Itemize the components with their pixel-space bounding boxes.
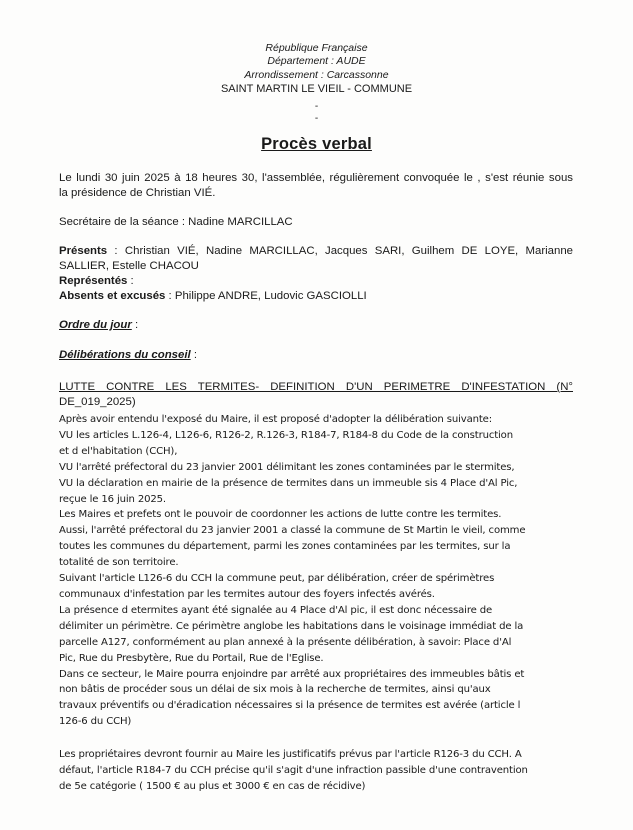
header-departement: Département : AUDE	[267, 55, 366, 67]
deliberation-body-line: Aussi, l'arrêté préfectoral du 23 janvier 2001 a classé la commune de St Martin le vieil, comme	[59, 525, 526, 537]
deliberation-body	[59, 412, 573, 730]
deliberation-title-line-1: LUTTE CONTRE LES TERMITES- DEFINITION D'UN PERIMETRE D'INFESTATION (N°	[59, 381, 573, 393]
deliberation-body-line: VU la déclaration en mairie de la présence de termites dans un immeuble sis 4 Place d'Al Pic,	[59, 477, 518, 489]
deliberations-heading	[59, 348, 573, 363]
deliberation-title	[59, 380, 573, 410]
intro-paragraph	[59, 171, 573, 201]
presents-line-2: SALLIER, Estelle CHACOU	[59, 259, 199, 272]
representes-label: Représentés	[59, 275, 128, 287]
ordre-du-jour-label: Ordre du jour	[59, 319, 132, 331]
deliberation-body-line: 126-6 du CCH)	[59, 716, 132, 728]
deliberation-body-line: délimiter un périmètre. Ce périmètre anglobe les habitations dans le voisinage immédiat de la	[59, 620, 524, 632]
presents-label: Présents	[59, 245, 108, 257]
deliberation-body-2-line: Les propriétaires devront fournir au Maire les justificatifs prévus par l'article R126-3 du CCH. A	[59, 749, 522, 760]
header-commune: SAINT MARTIN LE VIEIL - COMMUNE	[220, 83, 413, 95]
intro-line-1: Le lundi 30 juin 2025 à 18 heures 30, l'assemblée, régulièrement convoquée le , s'est réunie sous	[59, 172, 573, 184]
deliberation-body-line: Dans ce secteur, le Maire pourra enjoindre par arrêté aux propriétaires des immeubles bâtis et	[59, 668, 525, 680]
deliberation-body-line: Suivant l'article L126-6 du CCH la commune peut, par délibération, créer de spérimètres	[59, 573, 495, 585]
deliberation-body-line: toutes les communes du département, parmi les zones contaminées par les termites, sur la	[59, 541, 511, 553]
deliberation-body-line: et d el'habitation (CCH),	[59, 445, 178, 457]
absents-value: : Philippe ANDRE, Ludovic GASCIOLLI	[165, 290, 367, 302]
deliberation-body-line: non bâtis de procéder sous un délai de six mois à la recherche de termites, ainsi qu'aux	[59, 684, 491, 696]
ordre-du-jour	[59, 318, 573, 333]
deliberation-body-line: reçue le 16 juin 2025.	[59, 493, 166, 505]
header-dash-2: -	[314, 113, 319, 124]
deliberation-title-line-2: DE_019_2025)	[59, 395, 136, 408]
deliberation-body-2-line: défaut, l'article R184-7 du CCH précise qu'il s'agit d'une infraction passible d'une contravention	[59, 764, 528, 776]
page-title: Procès verbal	[261, 135, 372, 153]
representes-line	[59, 274, 573, 289]
header-dash-1: -	[314, 101, 319, 112]
deliberation-body-line: La présence d etermites ayant été signalée au 4 Place d'Al pic, il est donc nécessaire de	[59, 604, 493, 616]
header-republique: République Française	[265, 42, 368, 54]
deliberation-body-line: Après avoir entendu l'exposé du Maire, il est proposé d'adopter la délibération suivante:	[59, 414, 492, 425]
header-arrondissement: Arrondissement : Carcassonne	[244, 69, 389, 81]
presents-line-1: : Christian VIÉ, Nadine MARCILLAC, Jacques SARI, Guilhem DE LOYE, Marianne	[107, 245, 573, 257]
ordre-du-jour-suffix: :	[131, 319, 139, 331]
deliberation-body-line: totalité de son territoire.	[59, 557, 179, 569]
absents-line	[59, 289, 573, 304]
deliberation-body-line: VU l'arrêté préfectoral du 23 janvier 2001 délimitant les zones contaminées par le stermites,	[59, 461, 515, 473]
secretaire-line: Secrétaire de la séance : Nadine MARCILLAC	[59, 216, 293, 228]
deliberations-suffix: :	[190, 349, 197, 361]
representes-value: :	[127, 275, 134, 287]
deliberation-body-2	[59, 747, 573, 795]
deliberation-body-line: travaux préventifs ou d'éradication nécessaires si la présence de termites est avérée (article l	[59, 700, 521, 712]
intro-line-2: la présidence de Christian VIÉ.	[59, 186, 216, 199]
deliberation-body-line: communaux d'infestation par les termites autour des foyers infectés avérés.	[59, 588, 435, 600]
deliberation-body-line: Pic, Rue du Presbytère, Rue du Portail, Rue de l'Eglise.	[59, 652, 324, 664]
deliberation-body-line: parcelle A127, conformément au plan annexé à la présente délibération, à savoir: Place d'Al	[59, 636, 512, 648]
absents-label: Absents et excusés	[59, 290, 166, 302]
deliberation-body-line: VU les articles L.126-4, L126-6, R126-2, R.126-3, R184-7, R184-8 du Code de la construction	[59, 429, 513, 441]
presents-block	[59, 244, 573, 274]
deliberations-label: Délibérations du conseil	[59, 349, 191, 361]
deliberation-body-2-line: de 5e catégorie ( 1500 € au plus et 3000 € en cas de récidive)	[59, 780, 366, 792]
deliberation-body-line: Les Maires et prefets ont le pouvoir de coordonner les actions de lutte contre les termites.	[59, 509, 502, 521]
